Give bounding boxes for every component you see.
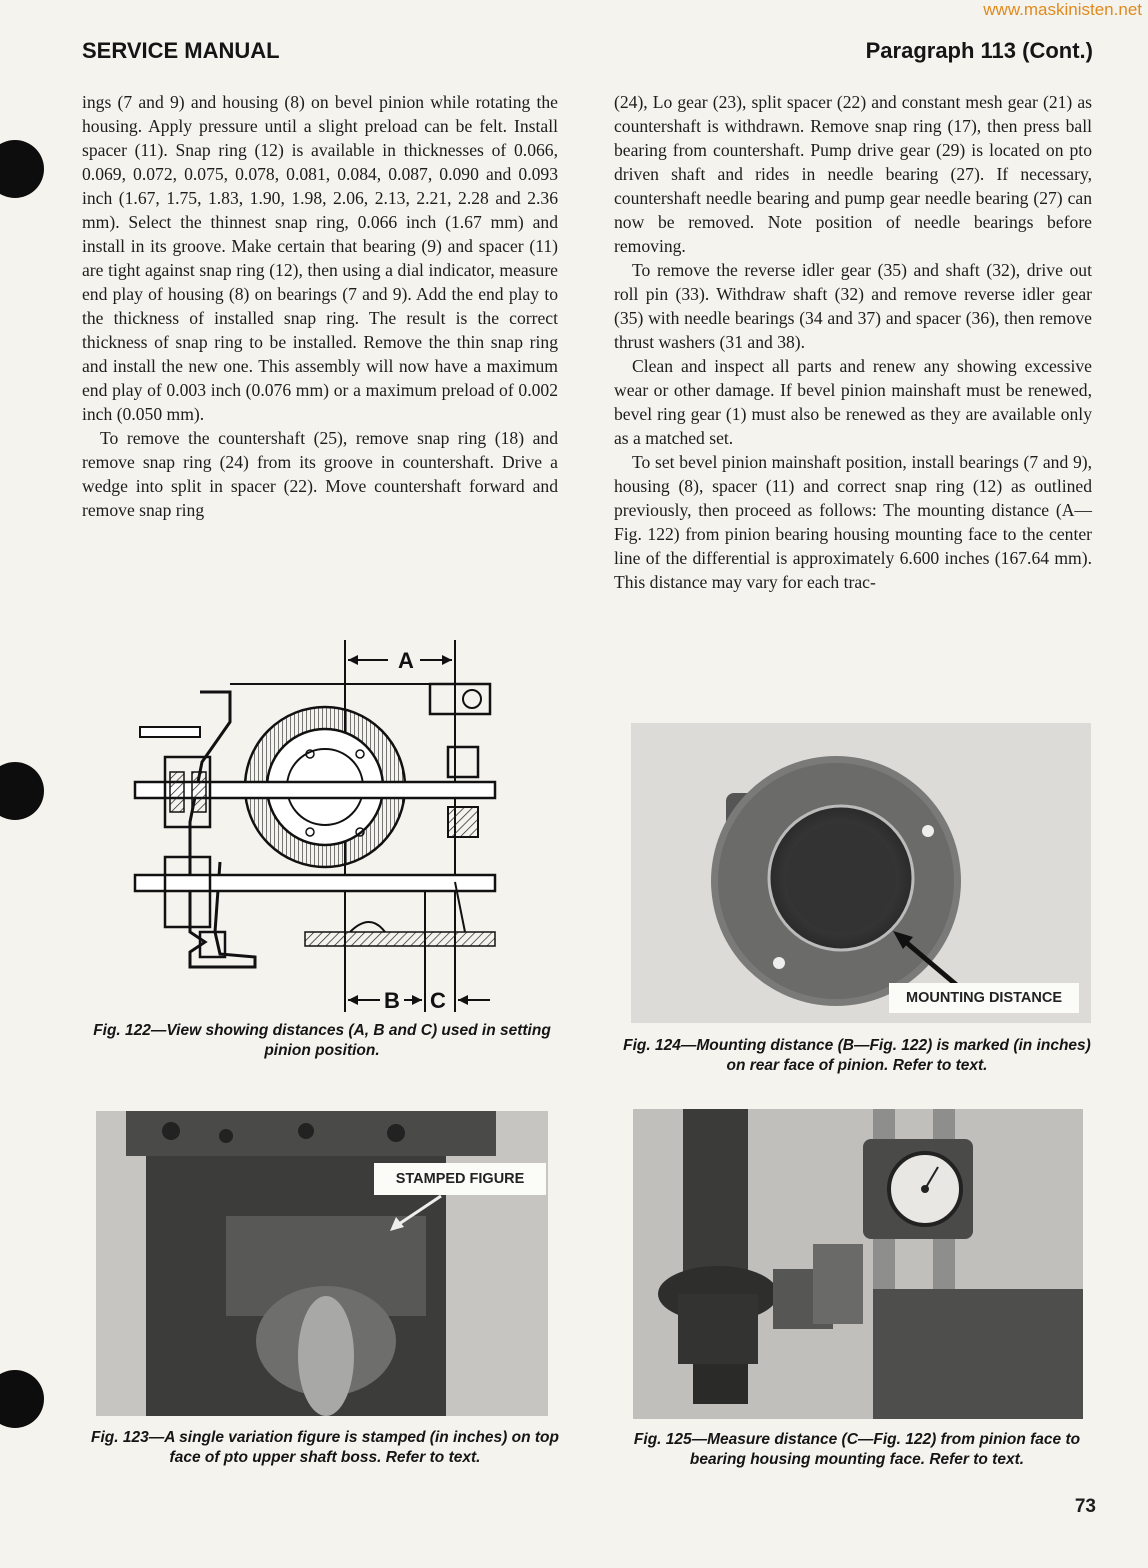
callout-stamped-figure: STAMPED FIGURE: [374, 1163, 546, 1195]
dimension-label-a: A: [398, 648, 414, 673]
figure-124-photo: [631, 723, 1091, 1023]
watermark: www.maskinisten.net: [983, 0, 1142, 19]
paragraph: To remove the reverse idler gear (35) and shaft (32), drive out roll pin (33). Withdraw shaft (32) and remove reverse idler gear (35) with needle bearings (34 and 37) and spacer (36), then remove thrust washers (31 and 38).: [614, 260, 1092, 352]
binder-hole-top: [0, 140, 44, 198]
paragraph: Clean and inspect all parts and renew any showing excessive wear or other damage. If bevel pinion mainshaft must be renewed, bevel ring gear (1) must also be renewed as they are available only as a matched set.: [614, 356, 1092, 448]
figure-123-photo: [96, 1111, 548, 1416]
dimension-label-c: C: [430, 988, 446, 1013]
paragraph: To remove the countershaft (25), remove snap ring (18) and remove snap ring (24) from its groove in countershaft. Drive a wedge into split in spacer (22). Move countershaft forward and remove snap ring: [82, 428, 558, 520]
right-text-column: [614, 90, 1092, 594]
figure-125-caption: Fig. 125—Measure distance (C—Fig. 122) from pinion face to bearing housing mounting face. Refer to text.: [633, 1431, 1081, 1468]
paragraph: ings (7 and 9) and housing (8) on bevel pinion while rotating the housing. Apply pressure until a slight preload can be felt. Install spacer (11). Snap ring (12) is available in thicknesses of 0.066, 0.069, 0.072, 0.075, 0.078, 0.081, 0.084, 0.087, 0.090 and 0.093 inch (1.67, 1.75, 1.83, 1.90, 1.98, 2.06, 2.13, 2.21, 2.28 and 2.36 mm). Select the thinnest snap ring, 0.066 inch (1.67 mm) and install in its groove. Make certain that bearing (9) and spacer (11) are tight against snap ring (12), then using a dial indicator, measure end play of housing (8) on bearings (7 and 9). Add the end play to the thickness of installed snap ring. The result is the correct thickness of snap ring to be installed. Remove the thin snap ring and install the new one. This assembly will now have a maximum end play of 0.003 inch (0.076 mm) or a maximum preload of 0.002 inch (0.050 mm).: [82, 92, 558, 424]
figure-122-drawing: [130, 632, 500, 1017]
running-header-right: Paragraph 113 (Cont.): [865, 38, 1093, 63]
dimension-label-b: B: [384, 988, 400, 1013]
page-number: 73: [1074, 1496, 1096, 1517]
figure-122-caption: Fig. 122—View showing distances (A, B and C) used in setting pinion position.: [93, 1022, 551, 1059]
binder-hole-bottom: [0, 1370, 44, 1428]
figure-125-photo: [633, 1109, 1083, 1419]
paragraph: (24), Lo gear (23), split spacer (22) and constant mesh gear (21) as countershaft is withdrawn. Remove snap ring (17), then press ball bearing from countershaft. Pump drive gear (29) is located on pto driven shaft and rides in needle bearing (27). If necessary, countershaft needle bearing and pump gear needle bearing (27) can now be removed. Note position of needle bearings before removing.: [614, 92, 1092, 256]
running-header-left: SERVICE MANUAL: [82, 38, 280, 63]
paragraph: To set bevel pinion mainshaft position, install bearings (7 and 9), housing (8), spacer (11) and correct snap ring (12) as outlined previously, then proceed as follows: The mounting distance (A—Fig. 122) from pinion bearing housing mounting face to the center line of the differential is approximately 6.600 inches (167.64 mm). This distance may vary for each trac-: [614, 452, 1092, 592]
callout-mounting-distance: MOUNTING DISTANCE: [889, 983, 1079, 1013]
figure-123-caption: Fig. 123—A single variation figure is stamped (in inches) on top face of pto upper shaft boss. Refer to text.: [91, 1429, 559, 1466]
figure-124-caption: Fig. 124—Mounting distance (B—Fig. 122) is marked (in inches) on rear face of pinion. Refer to text.: [623, 1037, 1091, 1074]
left-text-column: [82, 90, 558, 522]
binder-hole-middle: [0, 762, 44, 820]
